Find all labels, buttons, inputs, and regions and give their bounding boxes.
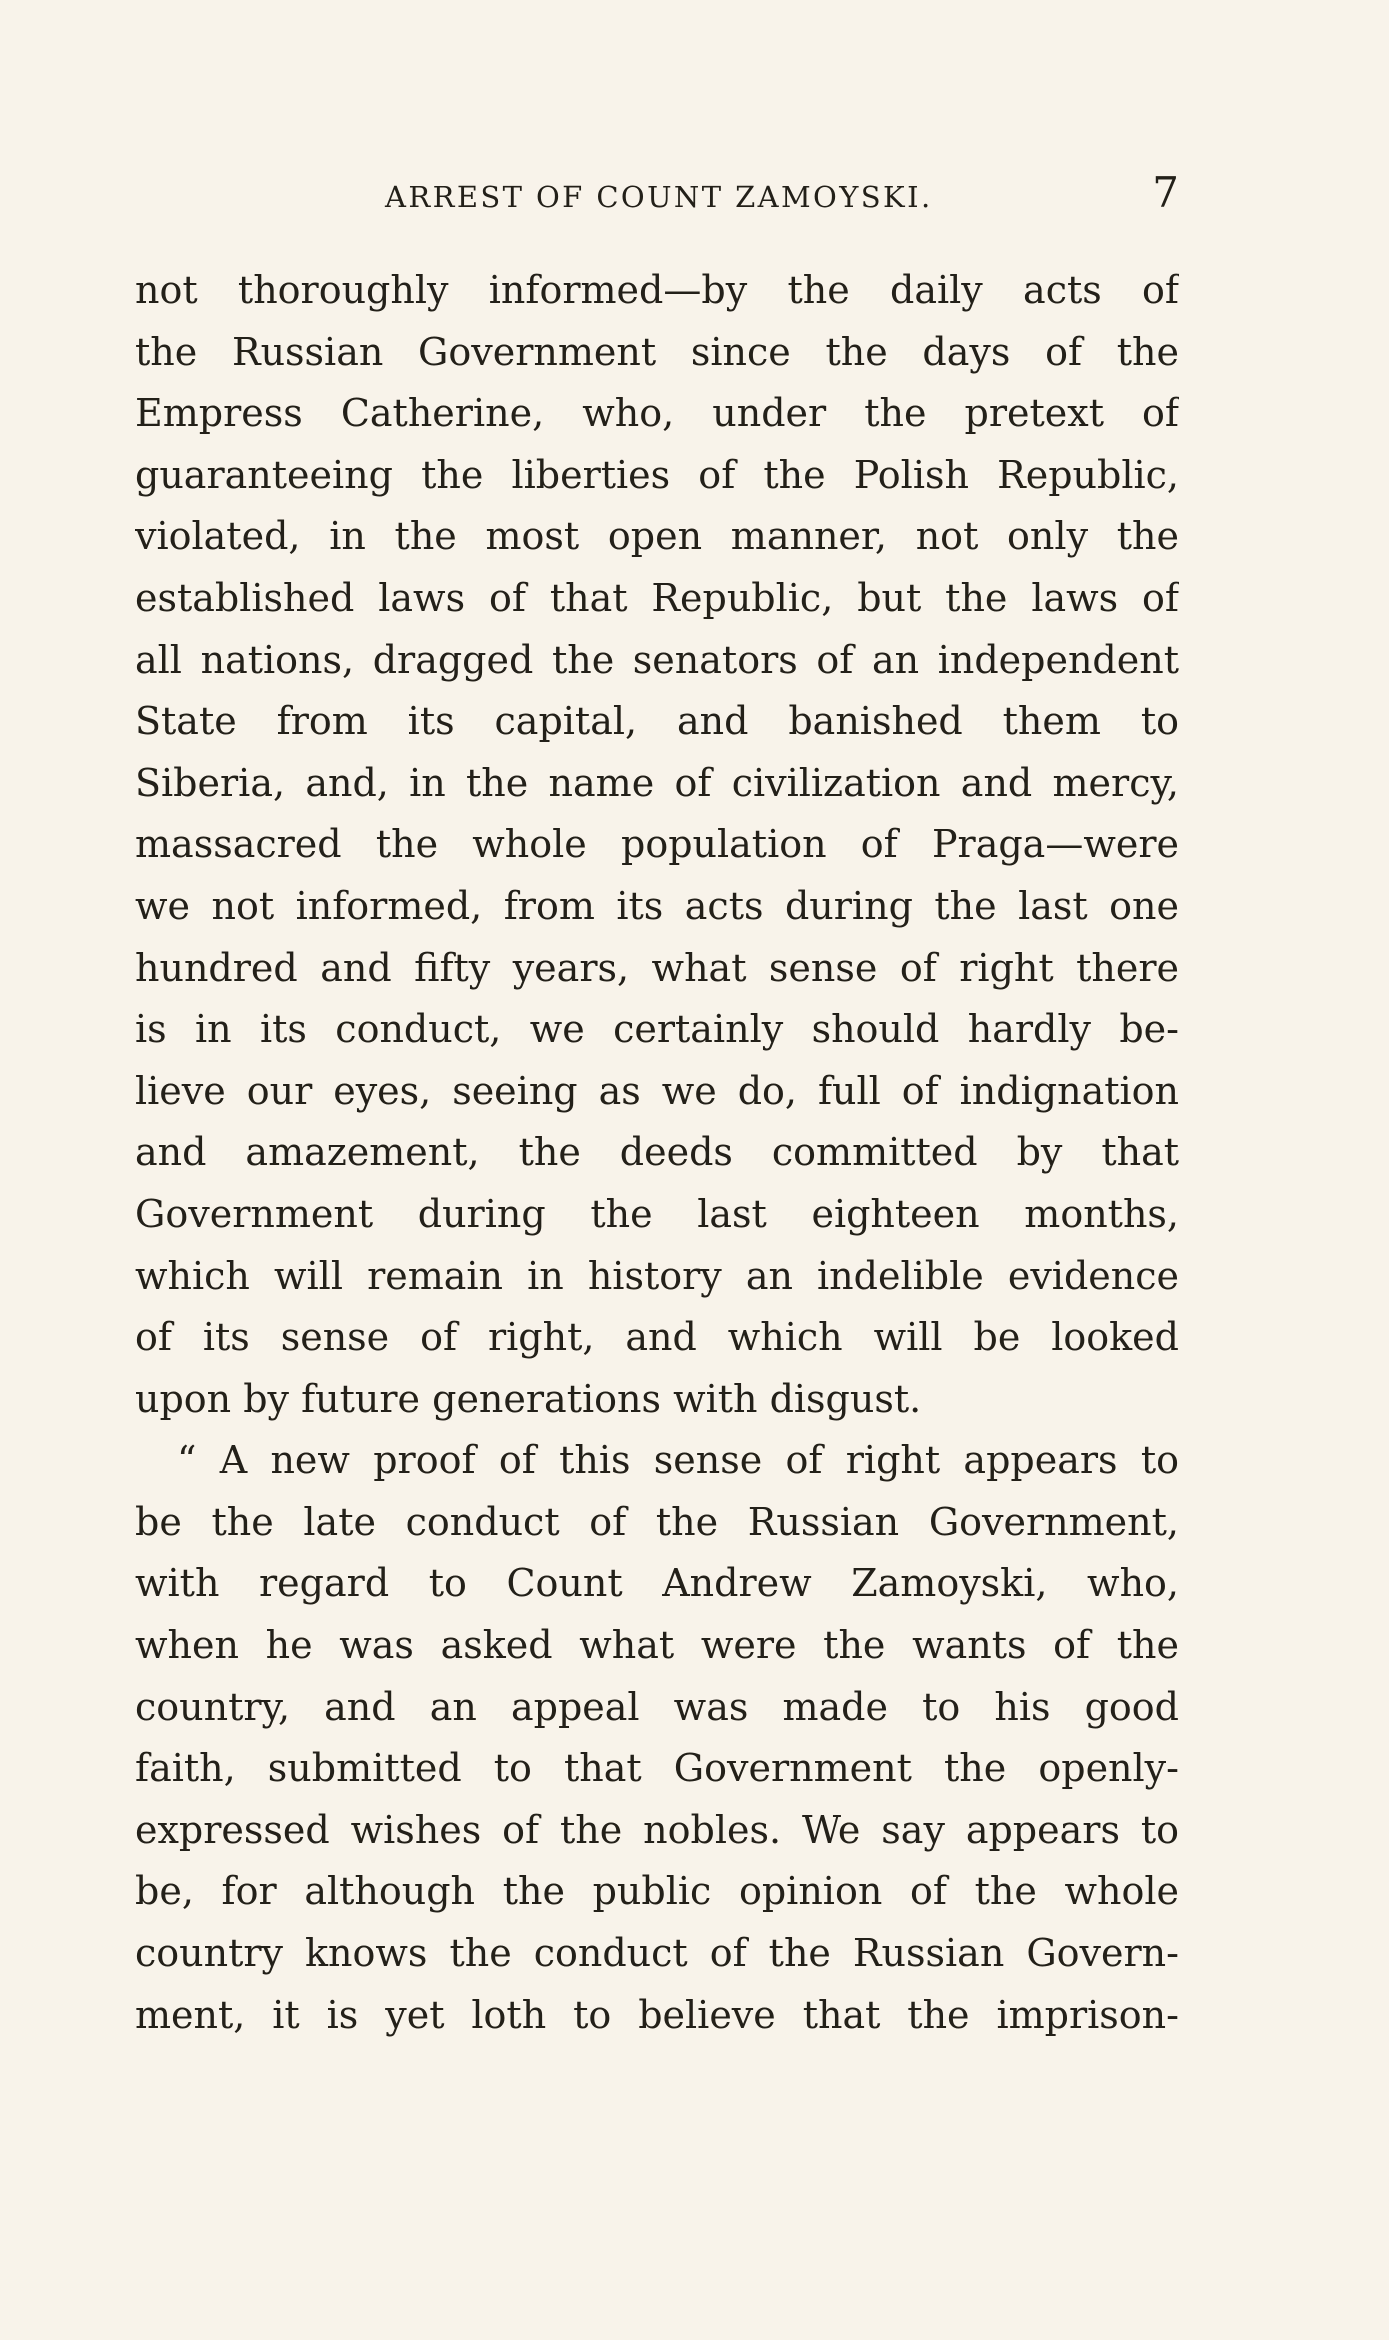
- text-line: when he was asked what were the wants of the: [135, 1623, 1179, 1668]
- text-line: country knows the conduct of the Russian Govern-: [135, 1931, 1179, 1976]
- text-line: not thoroughly informed—by the daily acts of: [135, 268, 1179, 312]
- text-line: lieve our eyes, seeing as we do, full of indignation: [135, 1068, 1179, 1113]
- running-head: [135, 168, 1179, 222]
- paragraph-start-line: “ A new proof of this sense of right appears to: [177, 1438, 1179, 1483]
- text-line: is in its conduct, we certainly should hardly be-: [135, 1007, 1179, 1052]
- text-line: violated, in the most open manner, not only the: [135, 514, 1179, 559]
- text-line: country, and an appeal was made to his good: [135, 1684, 1179, 1729]
- running-title: ARREST OF COUNT ZAMOYSKI.: [385, 180, 933, 214]
- text-line: Empress Catherine, who, under the pretext of: [135, 391, 1179, 436]
- text-line: guaranteeing the liberties of the Polish Republic,: [135, 452, 1179, 497]
- text-line: ment, it is yet loth to believe that the imprison-: [135, 1992, 1179, 2037]
- text-line: be, for although the public opinion of the whole: [135, 1869, 1179, 1914]
- text-line: and amazement, the deeds committed by that: [135, 1130, 1179, 1175]
- text-line: of its sense of right, and which will be looked: [135, 1315, 1179, 1360]
- text-line: Siberia, and, in the name of civilization and mercy,: [135, 760, 1179, 805]
- text-line: the Russian Government since the days of the: [135, 329, 1179, 374]
- text-line: we not informed, from its acts during the last one: [135, 883, 1179, 928]
- text-line: massacred the whole population of Praga—were: [135, 822, 1179, 867]
- text-line: with regard to Count Andrew Zamoyski, who,: [135, 1561, 1179, 1606]
- text-line: expressed wishes of the nobles. We say appears to: [135, 1807, 1179, 1852]
- text-line: established laws of that Republic, but the laws of: [135, 575, 1179, 620]
- text-line: hundred and fifty years, what sense of right there: [135, 945, 1179, 990]
- text-line: faith, submitted to that Government the openly-: [135, 1746, 1179, 1791]
- text-line: all nations, dragged the senators of an independent: [135, 637, 1179, 682]
- text-line: which will remain in history an indelible evidence: [135, 1253, 1179, 1298]
- text-line: be the late conduct of the Russian Government,: [135, 1499, 1179, 1544]
- paragraph-end-line: upon by future generations with disgust.: [135, 1376, 922, 1421]
- text-line: State from its capital, and banished them to: [135, 699, 1179, 744]
- text-line: Government during the last eighteen months,: [135, 1191, 1179, 1236]
- body-text: [135, 260, 1179, 2046]
- page-number: 7: [1152, 168, 1179, 217]
